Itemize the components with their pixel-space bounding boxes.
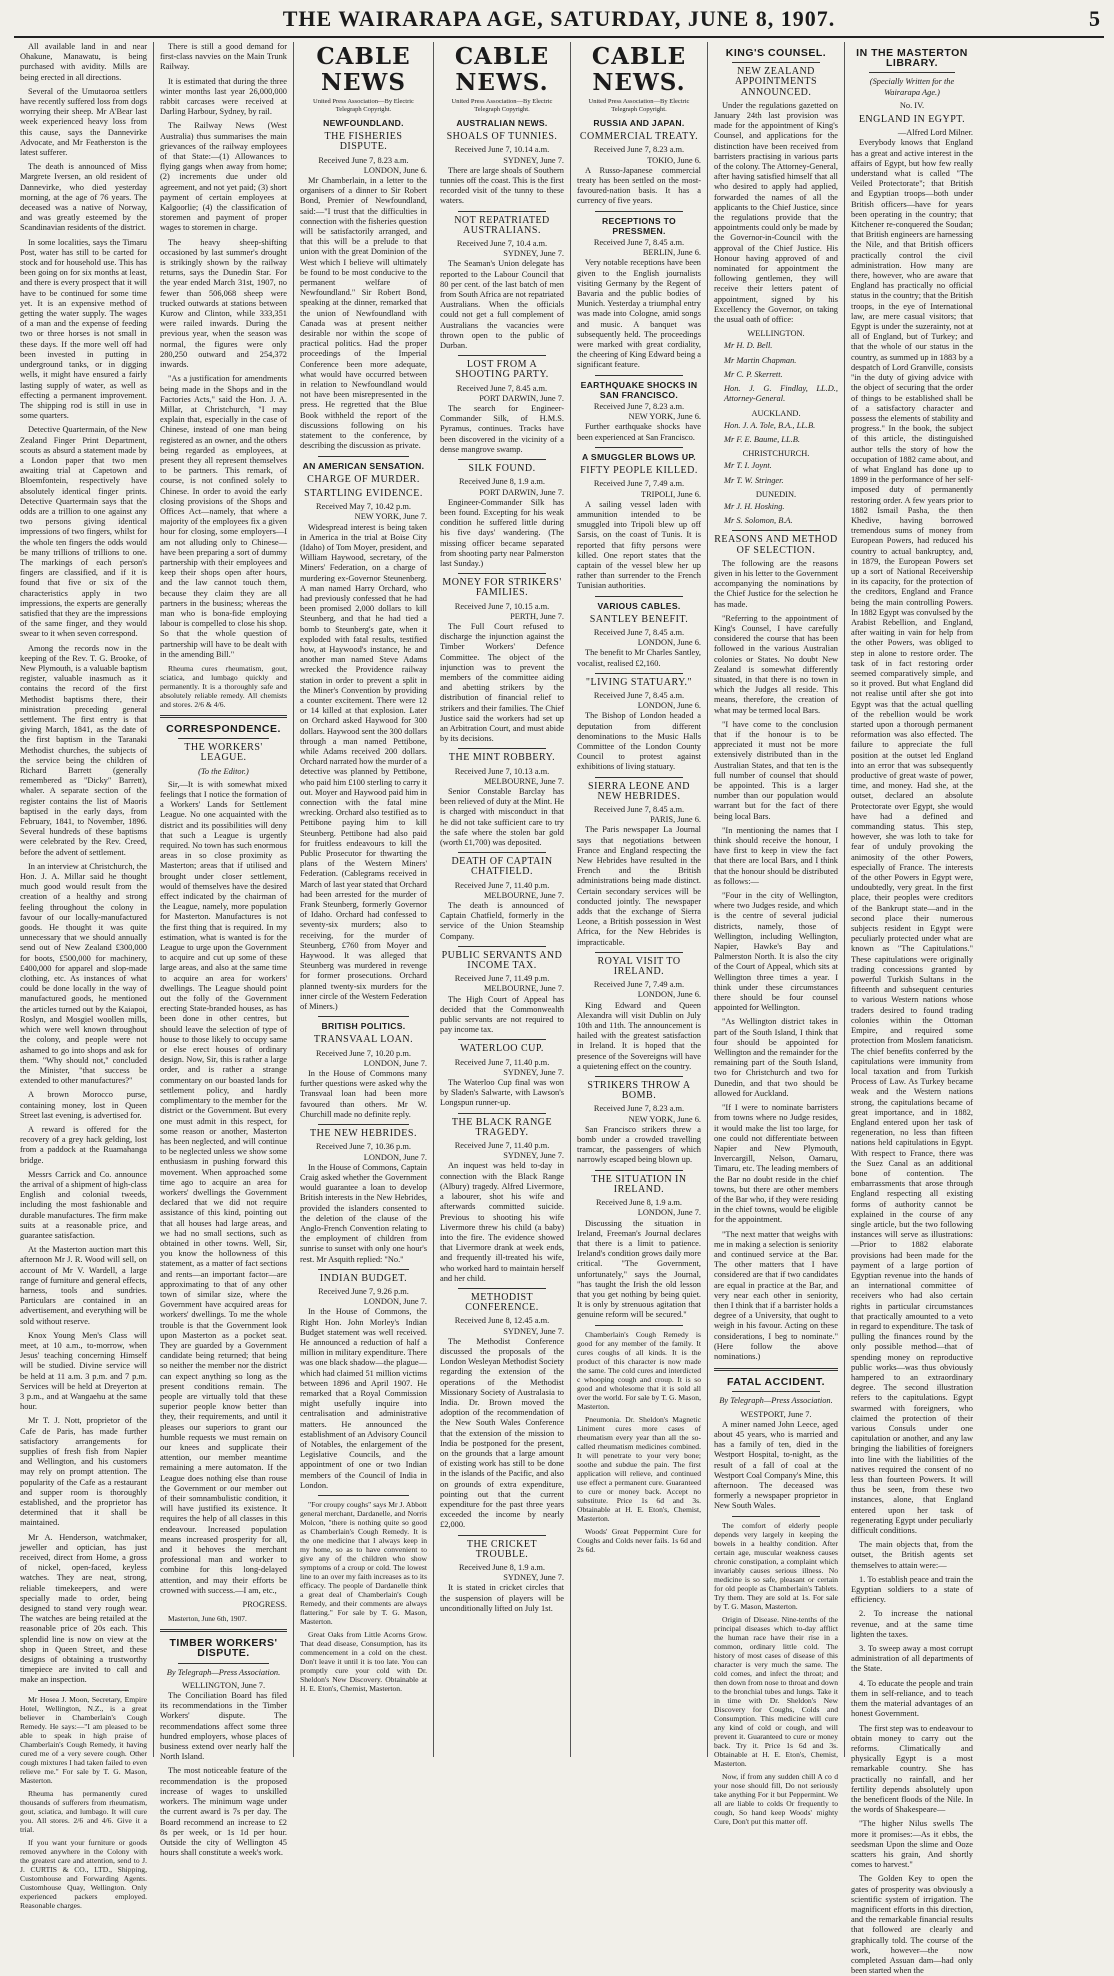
article-paragraph: Everybody knows that England has a great and active interest in the affairs of Egypt, but how few really understand what is called "The Veiled Protectorate"; that British and Egyptian troops—both under British officers—have for years been operating in the country; that Kitchener re-conquered the Soudan; that British engineers are harnessing the Nile, and that British officers practically control the civil administration. How many are there, however, who are aware that England has practically no official status in the country; that the British troops, in the eye of International law, are mere casual visitors; that Egypt is under the suzerainty, not at all of England, but of Turkey; and that the whole of our status in the country, as summed up in 1883 by a despatch of Lord Granville, consists "in the duty of giving advice with the object of securing that the order of things to be established shall be of a satisfactory character and possess the elements of stability and progress." In the book, the subject of this article, the distinguished author tells the story of how the occupation of 1882 came about, and of what England has done up to 1899 in the performance of her self-imposed duty of permanently restoring order. A few years prior to 1882 Ismail Pasha, the then Khedive, having borrowed tremendous sums of money from European Powers, had reduced his country to actual bankruptcy, and, in 1879, the European Powers set up a sort of National Receivership in its capacity, for the protection of the creditors, England and France being the main controlling Powers. In 1882 Egypt was convulsed by the Arabist Rebellion, and England, after waiting in vain for help from the other Powers, was obliged to step in alone to restore order. The task of in fact restoring order seemed comparatively simple, and so it proved. But what England did not realise until after she got into Egypt was that the actual quelling of the rebellion would be work started upon a thorough permanent reformation was also effected. The failure to appreciate the full position at the outset led England into an error that was subsequently productive of great waste of power, time, and money. Had she, at the outset, declared an absolute Protectorate over Egypt, she would have had a defined and commanding status. This step, however, she was loth to take for fear of unduly provoking the animosity of the other Powers, especially of France. The interests of the other Powers in Egypt were, undoubtedly, very great. In the first place, their peoples were creditors of the Bankrupt state—and in the second place their numerous subjects resident in Egypt were peculiarly protected under what are known as "The Capitulations." These capitulations were originally trading concessions granted by powerful Turkish Sultans in the fifteenth and subsequent centuries to various Western nations whose traders desired to found trading colonies within the Ottoman Empire, and required some protection from Moslem fanaticism. The chief benefits conferred by the capitulations were immunity from local taxation and from Turkish Process of Law. As Turkey became weak and the Western nations strong, the capitulations became of great importance, and in 1882, England entered upon her task of regeneration, no less than fifteen nations held capitulations in Egypt. With respect to France, there was the Suez Canal as an additional bone of contention. The embarrassments that arose through England respecting all existing forms of authority cannot be explained in the course of any single article, but the two following instances will serve as illustrations:—Prior to 1882 elaborate provisions had been made for the payment of a large portion of Egyptian revenue into the hands of an international committee of receivers who had also certain rights in particular circumstances that practically amounted to a veto in regard to expenditure. The task of pulling the finances round by the only possible method—that of spending money on reproductive public works—was thus obviously hampered to an extraordinary degree. The second illustration refers to the capitulations. Egypt swarmed with foreigners, who claimed the protection of their various Consuls under one capitulation or another, and any law bringing the liabilities of foreigners into line with the liabilities of the natives required the consent of no less than fourteen Powers. It will thus be seen, from these two instances, alone, that England entered upon her task of regenerating Egypt under peculiarly difficult conditions. <box>851 138 973 1536</box>
news-paragraph: "As a justification for amendments being made in the Shops and in the Factories Acts," said the Hon. J. A. Millar, at Christchurch, "I may explain that, especially in the case of Chinese, instead of one man being registered as an owner, and the others being regarded as employees, at present they all represent themselves to be partners. This remark, of course, is not confined solely to Chinese. In order to avoid the early closing provisions of the Shops and Offices Act—namely, that where a majority of the employees fix a given hour for closing, some employers—I am not alluding only to Chinese—have been preparing a sort of dummy partnership with their employees and keep their shops open after hours, and the law cannot touch them, because they claim they are all partners in the business; whereas the man who is bona-fide employing labour is compelled to close his shop. So that the whole question of partnership will have to be dealt with in the amending Bill." <box>160 374 287 659</box>
section-title: ROYAL VISIT TO IRELAND. <box>597 955 681 978</box>
section-title: SANTLEY BENEFIT. <box>589 613 689 625</box>
section-title: THE MINT ROBBERY. <box>448 752 556 764</box>
dateline: LONDON, June 7. <box>637 1208 701 1218</box>
section-body: The Methodist Conference discussed the proposals of the London Wesleyan Methodist Society regarding the extension of the operations of the Methodist Missionary Society of Australasia to India. Dr. Brown moved the adoption of the recommendation of the New South Wales Conference that the extension of the mission to India be postponed for the present, on the grounds that a large amount of existing work has still to be done in the islands of the Pacific, and also on grounds of extra expenditure, pointing out that the current expenditure for the past three years exceeded the income by nearly £2,000. <box>440 1336 564 1530</box>
news-paragraph: A brown Morocco purse, containing money, lost in Queen Street last evening, is advertised for. <box>20 1090 147 1120</box>
section-title: THE SITUATION IN IRELAND. <box>591 1173 687 1195</box>
reasons-paragraph: "The next matter that weighs with me in making a selection is seniority and continued service at the Bar. The other matters that I have considered are that if two candidates are equal in practice at the Bar, and very near each other in seniority, then I think that if a barrister holds a degree of a University, that ought to weigh in his favour. Acting on these considerations, I beg to nominate." (Here follow the above nominations.) <box>714 1229 838 1361</box>
page-number: 5 <box>1089 6 1100 31</box>
received-time: Received June 7, 8.45 a.m. <box>593 238 685 248</box>
section-title: PUBLIC SERVANTS AND INCOME TAX. <box>441 949 563 972</box>
received-time: Received June 7, 8.45 a.m. <box>593 804 685 814</box>
section-title: COMMERCIAL TREATY. <box>579 131 699 143</box>
section-title: THE NEW HEBRIDES. <box>310 1128 417 1140</box>
appointee-name: Mr T. W. Stringer. <box>724 475 784 485</box>
section-title: METHODIST CONFERENCE. <box>465 1291 539 1314</box>
article-paragraph: 2. To increase the national revenue, and at the same time lighten the taxes. <box>851 1609 973 1639</box>
appointee-name: Hon. J. G. Findlay, LL.D., Attorney-General. <box>724 384 838 404</box>
reasons-paragraph: "Four in the city of Wellington, where two Judges reside, and which is the centre of several judicial districts, namely, those of Wellington, including Wellington, Napier, Hawke's Bay and Palmerston North. It is also the city of the Court of Appeal, which sits at Wellington three times a year. I think under these circumstances there should be four counsel appointed for Wellington. <box>714 891 838 1013</box>
section-body: There are large shoals of Southern tunnies off the coast. This is the first recorded visit of the tunny to these waters. <box>440 165 564 206</box>
section-body: The Paris newspaper La Journal says that negotiations between France and England respecting the New Hebrides have resulted in the French and the British administrations being made distinct. Certain secondary services will be conducted jointly. The newspaper adds that the exchange of Sierra Leone, a British possession in West Africa, for the New Hebrides is impracticable. <box>577 825 701 947</box>
appointment-city: WELLINGTON. <box>747 329 805 339</box>
reasons-paragraph: "I have come to the conclusion that if the honour is to be appreciated it must not be more extensively distributed than in the Australian States, and that ten is the full number of counsel that should be appointed. This is a larger number than our population would warrant but for the fact of there being local Bars. <box>714 719 838 821</box>
section-title: TRANSVAAL LOAN. <box>313 1034 414 1046</box>
section-body: The death is announced of Captain Chatfield, formerly in the service of the Union Steamship Company. <box>440 901 564 941</box>
section-title: THE CRICKET TROUBLE. <box>466 1538 538 1560</box>
section-body: Engineer-Commander Silk has been found. Excepting for his weak condition he suffered little during his five days' wandering. (The missing officer became separated from shooting party near Palmerston last Sunday.) <box>440 497 564 568</box>
news-paragraph: Rheuma cures rheumatism, gout, sciatica, and lumbago quickly and permanently. It is a thoroughly safe and absolutely reliable remedy. All chemists and stores. 2/6 & 4/6. <box>160 663 287 709</box>
section-body: The search for Engineer-Commander Silk, of H.M.S. Pyramus, continues. Tracks have been discovered in the vicinity of a dense mangrove swamp. <box>440 404 564 454</box>
reasons-paragraph: "Referring to the appointment of King's Counsel, I have carefully considered the course that has been followed in the various Australian colonies or States. No doubt New Zealand is somewhat differently situated, in that there is no town in which the Judges all reside. This means, therefore, the creation of what may be termed local Bars. <box>714 613 838 715</box>
news-paragraph: It is estimated that during the three winter months last year 26,000,000 rabbit carcases were received at Darling Harbour, Sydney, by rail. <box>160 76 287 117</box>
received-time: Received June 7, 10.4 a.m. <box>456 239 548 249</box>
appointment-city: AUCKLAND. <box>751 408 801 418</box>
section-heading: A SMUGGLER BLOWS UP. <box>582 451 696 462</box>
dateline: SYDNEY, June 7. <box>503 1573 564 1583</box>
received-time: Received June 7, 11.40 p.m. <box>454 1057 550 1067</box>
column-3 <box>294 42 434 1757</box>
news-paragraph: At the Masterton auction mart this afternoon Mr J. R. Wood will sell, on account of Mr V. Wardell, a large range of furniture and general effects, harness, tools and sundries. Particulars are contained in an advertisement, and everything will be sold without reserve. <box>20 1245 147 1326</box>
newspaper-title: THE WAIRARAPA AGE, SATURDAY, JUNE 8, 1907. <box>282 6 836 31</box>
received-time: Received June 7, 10.36 p.m. <box>316 1142 411 1152</box>
section-body: A sailing vessel laden with ammunition intended to be smuggled into Tripoli blew up off Sarsis, on the coast of Tunis. It is reported that fifty persons were killed. One report states that the captain of the vessel blew her up rather than surrender to the French Tunisian authorities. <box>577 499 701 591</box>
appointee-name: Mr J. H. Hosking. <box>724 501 785 511</box>
dateline: NEW YORK, June 6. <box>628 412 701 422</box>
dateline: LONDON, June 7. <box>363 1152 427 1162</box>
section-body: King Edward and Queen Alexandra will visit Dublin on July 10th and 11th. The announcement is hailed with the greatest satisfaction in Ireland. It is hoped that the presence of the Sovereigns will have a quietening effect on the country. <box>577 1000 701 1071</box>
received-time: Received June 7, 11.40 p.m. <box>454 1141 550 1151</box>
advertisement: Woods' Great Peppermint Cure for Coughs and Colds never fails. 1s 6d and 2s 6d. <box>577 1526 701 1554</box>
section-body: A Russo-Japanese commercial treaty has been settled on the most-favoured-nation basis. It has a currency of five years. <box>577 165 701 206</box>
letter-dateline: Masterton, June 6th, 1907. <box>168 1614 247 1624</box>
dateline: MELBOURNE, June 7. <box>483 776 564 786</box>
received-time: Received June 7, 11.49 p.m. <box>454 974 550 984</box>
dateline: TOKIO, June 6. <box>647 155 701 165</box>
received-time: Received June 7, 10.15 a.m. <box>454 601 550 611</box>
ad-great-oaks: Great Oaks from Little Acorns Grow. That dead disease, Consumption, has its commencement in a cold on the chest. Don't leave it until it is too late. You can promptly cure your cold with Dr. Sheldon's New Discovery. Obtainable at H. E. Eton's, Chemist, Masterton. <box>300 1630 427 1693</box>
dateline: LONDON, June 6. <box>637 990 701 1000</box>
received-time: Received June 7, 8.23 a.m. <box>593 1104 685 1114</box>
section-body: Discussing the situation in Ireland, Freeman's Journal declares that there is a limit to patience. Ireland's condition grows daily more critical. "The Government, unfortunately," says the Journal, "has taught the Irish the old lesson that you get nothing by being quiet. It is only by strenuous agitation that genuine reform will be secured." <box>577 1218 701 1320</box>
received-time: Received June 7, 9.26 p.m. <box>318 1286 409 1296</box>
advertisement: The comfort of elderly people depends very largely in keeping the bowels in a healthy condition. After certain age, muscular weakness causes chronic constipation, a complaint which invariably causes serious illness. No medicine is so safe, pleasant or certain for old people as Chamberlain's Tablets. Try them. They are sold at 1s. For sale by T. G. Mason, Masterton. <box>714 1520 838 1611</box>
dateline: SYDNEY, June 7. <box>503 249 564 259</box>
letter-paragraph: Sir,—It is with somewhat mixed feelings that I notice the formation of a Workers' Lands for Settlement League. No one acquainted with the district and its possibilities will deny that such a League is urgently required. No town has such enormous areas in so close proximity as Masterton; areas that if utilised and brought under closer settlement, would of themselves have the desired effect indicated by the chairman of the League, namely, more population for Masterton. Manufactures is not the first thing that is required. In my estimation, what is wanted is for the League to urge upon the Government to acquire and cut up some of these large areas, and also at the same time to acquire an area for workers' dwellings. The League should point out the folly of the Government erecting State-branded houses, as has been done in other centres, but should leave the selection of type of house to those likely to occupy same or else erect houses of ordinary design. Now, Sir, this is rather a large order, and is rather a strange commentary on our boasted lands for settlement policy, and hardly complimentary to the member for the district or the Government. But every one must admit in this respect, for some reason or another, Masterton has been neglected, and will continue to be neglected unless we show some enthusiasm in pushing forward this movement. When approached some time ago to acquire an area for workers' dwellings the Government declared that we did not require assistance of this kind, pointing out that all houses had large areas, and we had no small sections, such as obtained in other towns. Well, Sir, you know the hollowness of this statement, as a matter of fact sections and rents—an important factor—are approximating to that of any other town of similar size, where the Government have acquired areas for workers' dwellings. To me the whole trouble is that the Government look upon Masterton as a pocket seat. They are guarded by a Government candidate being returned; that being so neither the member nor the district can expect anything so long as the present conditions remain. The people are virtually told that these superior people know better than they, their requirements, and until it pleases our superiors to grant our humble requests we must remain on our knees and supplicate their attention, our member meantime remaining a mere automaton. If the League does nothing else than rouse the Government or our member out of their somnambulistic condition, it will have justified its existence. It requires the help of all classes in this endeavour. Increased population means increased prosperity for all, and it behoves the merchant professional man and worker to combine for this long-delayed attention, and may their efforts be crowned with success.—I am, etc., <box>160 779 287 1595</box>
section-title: MONEY FOR STRIKERS' FAMILIES. <box>442 577 562 599</box>
news-paragraph: Knox Young Men's Class will meet, at 10 a.m., to-morrow, when Jesus' teaching concerning Himself will be studied. Divine service will be held at 11 a.m. 3 p.m. and 7 p.m. Services will be held at Dreyerton at 3 p.m., and at Wangaehu at the same hour. <box>20 1330 147 1412</box>
appointee-name: Mr S. Solomon, B.A. <box>724 516 793 526</box>
section-title: INDIAN BUDGET. <box>319 1272 408 1284</box>
appointee-name: Hon. J. A. Tole, B.A., LL.B. <box>724 420 816 430</box>
received-time: Received June 7, 10.13 a.m. <box>454 766 550 776</box>
advertisement: If you want your furniture or goods removed anywhere in the Colony with the greatest care and attention, send to J. J. CURTIS & CO., LTD., Shipping, Customhouse and Forwarding Agents. Customhouse Quay, Wellington. Only experienced packers employed. Reasonable charges. <box>20 1837 147 1910</box>
section-body: The Bishop of London headed a deputation from different denominations to the Music Halls Committee of the London County Council to protest against exhibitions of living statuary. <box>577 711 701 772</box>
dateline: NEW YORK, June 7. <box>354 512 427 522</box>
dateline: LONDON, June 6. <box>637 638 701 648</box>
appointment-city: CHRISTCHURCH. <box>742 449 810 459</box>
article-paragraph: The Golden Key to open the gates of prosperity was obviously a scientific system of irrigation. The magnificent efforts in this direction, and the remarkable financial results that followed are clearly and graphically told. The course of the work, however—the now completed Assuan dam—had only been started when the <box>851 1874 973 1976</box>
news-paragraph: Several of the Umutaoroa settlers have recently suffered loss from dogs worrying their sheep. Mr A'Bear last week experienced heavy loss from this cause, says the Dannevirke Advocate, and Mr Featherston is the latest sufferer. <box>20 86 147 158</box>
dateline: PORT DARWIN, June 7. <box>479 487 564 497</box>
received-time: Received June 7, 8.45 a.m. <box>593 627 685 637</box>
section-heading: AUSTRALIAN NEWS. <box>456 118 548 128</box>
section-heading: NEWFOUNDLAND. <box>323 118 404 128</box>
section-title: "LIVING STATUARY." <box>585 676 693 688</box>
masthead <box>14 6 1104 38</box>
section-heading: VARIOUS CABLES. <box>597 600 681 611</box>
section-body: An inquest was held to-day in connection with the Black Range (Albury) tragedy. Alfred Livermore, a labourer, shot his wife and afterwards committed suicide. Previous to shooting his wife Livermore threw his child (a baby) into the fire. The evidence showed that Livermore drank at week ends, and frequently ill-treated his wife, who worked hard to maintain herself and her child. <box>440 1161 564 1283</box>
reasons-paragraph: "If I were to nominate barristers from towns where no Judge resides, it would make the list too large, for one could not differentiate between Napier and New Plymouth, Invercargill, Nelson, Oamaru, Timaru, etc. The leading members of the Bar no doubt reside in the chief towns, but there are other members of the Bar who, if they were residing in the chief towns, would be eligible for the appointment. <box>714 1103 838 1225</box>
news-paragraph: Messrs Carrick and Co. announce the arrival of a shipment of high-class English and colonial tweeds, including the most fashionable and durable manufactures. The firm make suits at a reasonable price, and guarantee satisfaction. <box>20 1169 147 1240</box>
section-body: The Seaman's Union delegate has reported to the Labour Council that 80 per cent. of the last batch of men from South Africa are not repatriated Australians. When the officials could not get a full complement of Australians the vacancies were thrown open to the public of Durban. <box>440 259 564 351</box>
timber-credit: By Telegraph—Press Association. <box>166 1667 281 1677</box>
section-body: Mr Chamberlain, in a letter to the organisers of a dinner to Sir Robert Bond, Premier of Newfoundland, said:—"I trust that the difficulties in connection with the fisheries question will be satisfactorily arranged, and that this will be a prelude to that union with the great Dominion of the West which I believe will ultimately be found to be most conducive to the permanent welfare of Newfoundland." Sir Robert Bond, speaking at the dinner, remarked that the union of Newfoundland with Canada was at present neither desirable nor within the scope of practical politics. Had the proper proceedings of the Imperial Conference been more adequate, what would have occurred between in relation to Newfoundland would not have been misrepresented in the press. He regretted that the Blue Book withheld the report of the discussions following on his statement to the conference, by describing the discussion as private. <box>300 176 427 451</box>
library-number: No. IV. <box>899 100 925 110</box>
column-4 <box>434 42 571 1757</box>
appointee-name: Mr Martin Chapman. <box>724 355 797 365</box>
section-heading: EARTHQUAKE SHOCKS IN SAN FRANCISCO. <box>580 379 698 400</box>
reasons-paragraph: "As Wellington district takes in part of the South Island, I think that four should be appointed for Wellington and the remainder for the remaining part of the South Island, two for Christchurch and two for Dunedin, and that two should be allowed for Auckland. <box>714 1017 838 1098</box>
cable-news-banner: CABLE NEWS <box>316 43 411 96</box>
received-time: Received June 7, 10.14 a.m. <box>454 145 550 155</box>
section-body: The High Court of Appeal has decided that the Commonwealth public servants are not required to pay income tax. <box>440 994 564 1035</box>
section-title: LOST FROM A SHOOTING PARTY. <box>455 359 549 381</box>
ad-croupy-coughs: "For croupy coughs" says Mr J. Abbott general merchant, Dardanelle, and Norris Molcon, "there is nothing quite so good as Chamberlain's Cough Remedy. It is the one medicine that I always keep in my home, so as to have convenient to give any of the children who show symptoms of a croup or cold. The lowest line to an over my faith increases as to its efficacy. The people of Dardanelle think a great deal of Chamberlain's Cough Remedy, and their comments are always flattering." For sale by T. G. Mason, Masterton. <box>300 1500 427 1626</box>
article-paragraph: The main objects that, from the outset, the British agents set themselves to attain were:— <box>851 1540 973 1570</box>
news-paragraph: The heavy sheep-shifting occasioned by last summer's drought is strikingly shown by the railway returns, says the Dunedin Star. For the year ended March 31st, 1907, no fewer than 506,068 sheep were trucked outwards at stations between Kurow and Clinton, while 333,351 were railed inwards. During the previous year, when the season was normal, the figures were only 280,250 outward and 254,372 inwards. <box>160 237 287 370</box>
dateline: PORT DARWIN, June 7. <box>479 393 564 403</box>
advertisement: Rheuma has permanently cured thousands of sufferers from rheumatism, gout, sciatica, and lumbago. It will cure you. All stores. 2/6 and 4/6. Give it a trial. <box>20 1788 147 1834</box>
news-paragraph: All available land in and near Ohakune, Manawatu, is being purchased with avidity. Mills are being erected in all directions. <box>20 42 147 82</box>
correspondence-heading: CORRESPONDENCE. <box>166 722 281 735</box>
dateline: LONDON, June 6. <box>637 701 701 711</box>
dateline: LONDON, June 7. <box>363 1297 427 1307</box>
fatal-credit: By Telegraph—Press Association. <box>719 1396 833 1406</box>
library-title: ENGLAND IN EGYPT. <box>858 114 966 126</box>
dateline: PERTH, June 7. <box>510 611 564 621</box>
section-title: FIFTY PEOPLE KILLED. <box>580 465 698 477</box>
section-heading: BRITISH POLITICS. <box>321 1021 406 1032</box>
section-body: It is stated in cricket circles that the suspension of players will be unconditionally lifted on July 1st. <box>440 1583 564 1613</box>
section-subtitle: STARTLING EVIDENCE. <box>304 487 423 499</box>
correspondence-title: THE WORKERS' LEAGUE. <box>184 742 263 764</box>
reasons-paragraph: "In mentioning the names that I think should receive the honour, I have first to keep in view the fact that there are local Bars, and I think that the honour should be distributed as follows:— <box>714 825 838 886</box>
dateline: TRIPOLI, June 6. <box>640 489 701 499</box>
appointee-name: Mr H. D. Bell. <box>724 341 773 351</box>
received-time: Received June 8, 1.9 a.m. <box>458 1563 546 1572</box>
received-time: Received June 7, 8.23 a.m. <box>593 145 685 155</box>
received-time: Received June 7, 7.49 a.m. <box>593 479 685 489</box>
news-paragraph: In some localities, says the Timaru Post, water has still to be carted for stock and for household use. This has been going on for six months at least, and there is every prospect that it will have to be continued for some time yet. It is an expensive method of getting the water supply. The wages of a man and the expense of feeding two or three horses is not small in these days. If the more well off had been invested in putting in underground tanks, or in digging wells, it might have ensured a fairly lasting supply of water, as well as effecting a permanent improvement. The shipping rod is still in use in some quarters. <box>20 237 147 421</box>
section-body: In the House of Commons, the Right Hon. John Morley's Indian Budget statement was well received. He announced a reduction of half a million in military expenditure. There was one black shadow—the plague—which had claimed 51 million victims between 1896 and April 1907. He remarked that a Royal Commission might usefully inquire into centralisation and administrative matters. He announced the establishment of an Advisory Council of Notables, the enlargement of the Legislative Councils, and the appointment of one or two Indian members of the Council of India in London. <box>300 1307 427 1490</box>
dateline: BERLIN, June 6. <box>642 248 701 258</box>
library-author: —Alfred Lord Milner. <box>897 128 973 138</box>
section-title: THE FISHERIES DISPUTE. <box>324 131 403 153</box>
kings-counsel-intro: Under the regulations gazetted on January 24th last provision was made for the appointment of King's Counsel, and applications for the distinction have been received from barristers practising in various parts of the colony. The Attorney-General, after having satisfied himself that all who desired to apply had applied, forwarded the names of all the applicants to the Chief Justice, since the regulations provide that the appointments could only be made by the Governor-in-Council with the approval of the Chief Justice. His Honour having approved of and nominated for appointment the following gentlemen, they will receive their letters patent of appointment, signed by his Excellency the Governor, on taking the usual oath of office: <box>714 100 838 325</box>
news-paragraph: The death is announced of Miss Margrete Iversen, an old resident of Dannevirke, who died yesterday morning, at the age of 76 years. The deceased was a native of Norway, and was greatly esteemed by the Scandinavian residents of the district. <box>20 162 147 233</box>
received-time: Received June 8, 1.9 a.m. <box>595 1198 683 1208</box>
column-5 <box>571 42 708 1757</box>
kings-counsel-title: NEW ZEALAND APPOINTMENTS ANNOUNCED. <box>734 66 818 98</box>
advertisement: Origin of Disease. Nine-tenths of the principal diseases which to-day afflict the human race have their rise in a common, ordinary little cold. The history of most cases of disease of this character is very much the same. The cold comes, and infect the throat; and then down from nose to throat and down to the bronchial tubes and lungs. Take it in time with Dr. Sheldon's New Discovery for Coughs, Colds and Consumption. This medicine will cure any kind of cold or cough, and will prevent it. Guaranteed to cure or money back. Try it. Price 1s 6d and 3s. Obtainable at H. E. Eton's, Chemist, Masterton. <box>714 1614 838 1768</box>
timber-heading: TIMBER WORKERS' DISPUTE. <box>169 1637 278 1660</box>
timber-paragraph: The Conciliation Board has filed its recommendations in the Timber Workers' dispute. The recommendations affect some three hundred employers, whose places of business extend over nearly half the North Island. <box>160 1691 287 1762</box>
section-body: The Full Court refused to discharge the injunction against the Timber Workers' Defence Committee. The object of the injunction was to prevent the members of the committee aiding and abetting strikers by the distribution of financial relief to strikers and their families. The Chief Justice said the workers had set up an Arbitration Court, and must abide by its decisions. <box>440 621 564 744</box>
received-time: Received June 7, 8.45 a.m. <box>456 383 548 393</box>
fatal-dateline: WESTPORT, June 7. <box>740 1409 812 1419</box>
received-time: Received June 7, 11.40 p.m. <box>454 880 550 890</box>
section-title: SILK FOUND. <box>468 463 536 475</box>
dateline: PARIS, June 6. <box>650 815 701 825</box>
section-body: Widespread interest is being taken in America in the trial at Boise City (Idaho) of Tom Moyer, president, and William Haywood, secretary, of the Miners' Federation, on a charge of murdering ex-Governor Steunenberg. A man named Harry Orchard, who had previously confessed that he had been promised 2,000 dollars to kill Steunberg, and that he had tied a bomb to Steunberg's gate, when it exploded with fatal results, testified how, at Haywood's instance, he and another man named Steve Adams wrecked the Providence railway station in order to prevent a split in the Miner's Convention by providing a counter excitement. There were 12 or 14 killed at that explosion. Later on Orchard asked Haywood for 300 dollars. Haywood sent the 300 dollars through a man named Pettibone, while Adams received 200 dollars. Orchard narrated how the murder of a detective was planned by Pettibone, who paid him £100 sterling to carry it out. Moyer and Haywood paid him in connection with the fatal mine wrecking. Orchard also testified as to Pettibone paying him to kill Steunberg. Pettibone had also paid for fruitless endeavours to kill the Public Prosecutor for thwarting the plans of the Western Miners' Federation. (Cablegrams received in March of last year stated that Orchard had been arrested for the murder of Frank Steunberg, formerly Governor of Idaho. Orchard had confessed to seventy-six murders; also to receiving, for the murder of Steunberg, £760 from Moyer and Haywood. It was alleged that Steunberg was murdered in revenge for former prosecutions. Orchard planned twenty-six murders for the inner circle of the Western Federation of Miners.) <box>300 522 427 1012</box>
cable-credit: United Press Association—By Electric Telegraph Copyright. <box>451 98 553 113</box>
dateline: LONDON, June 6. <box>363 165 427 175</box>
received-time: Received June 8, 1.9 a.m. <box>458 477 546 487</box>
section-heading: AN AMERICAN SENSATION. <box>302 460 425 471</box>
timber-dateline: WELLINGTON, June 7. <box>181 1680 266 1690</box>
letter-signature: PROGRESS. <box>242 1600 287 1610</box>
news-paragraph: In an interview at Christchurch, the Hon. J. A. Millar said he thought much good would result from the creation of a healthy and strong feeling throughout the colony in favour of our locally-manufactured goods. He thought it was quite unnecessary that we should annually send out of New Zealand £300,000 for boots, £500,000 for machinery, £400,000 for apparel and slop-made clothing, etc. As instances of what could be done locally in the way of manufactured goods, he mentioned the articles turned out by the Kaiapoi, Roslyn, and Mosgiel woollen mills, which were well known throughout the colony, and people were not ashamed to go into shops and ask for them. "Why should not," concluded the Minister, "that success be extended to other manufactures?" <box>20 861 147 1086</box>
news-paragraph: There is still a good demand for first-class navvies on the Main Trunk Railway. <box>160 42 287 72</box>
received-time: Received June 7, 8.23 a.m. <box>318 155 409 165</box>
fatal-accident-heading: FATAL ACCIDENT. <box>726 1376 826 1389</box>
article-paragraph: 1. To establish peace and train the Egyptian soldiers to a state of efficiency. <box>851 1574 973 1605</box>
cable-news-banner: CABLE NEWS. <box>591 43 687 96</box>
section-title: NOT REPATRIATED AUSTRALIANS. <box>454 214 550 236</box>
received-time: Received June 7, 7.49 a.m. <box>593 980 685 990</box>
section-heading: RUSSIA AND JAPAN. <box>593 118 685 128</box>
news-paragraph: Mr T. J. Nott, proprietor of the Cafe de Paris, has made further satisfactory arrangements for supplies of fresh fish from Napier and Wellington, and his customers may rely on prompt attention. The popularity of the Cafe as a restaurant and supper room is thoroughly established, and the proprietor has determined that it shall be maintained. <box>20 1416 147 1528</box>
section-title: DEATH OF CAPTAIN CHATFIELD. <box>451 856 553 878</box>
dateline: SYDNEY, June 7. <box>503 1326 564 1336</box>
section-title: STRIKERS THROW A BOMB. <box>587 1080 691 1102</box>
reasons-paragraph: The following are the reasons given in his letter to the Government accompanying the nominations by the Chief Justice for the selection he has made. <box>714 558 838 609</box>
section-body: In the House of Commons, Captain Craig asked whether the Government would guarantee a loan to develop British interests in the New Hebrides, provided the islanders consented to the deletion of the clause of the Anglo-French Convention relating to the employment of children from sunrise to sunset with only one hour's rest. Mr Asquith replied: "No." <box>300 1162 427 1264</box>
news-paragraph: The Railway News (West Australia) thus summarises the main grievances of the railway employees of that State:—(1) Allowances to flying gangs when away from home; (2) increments due under old agreement, and not yet paid; (3) short payment of certain employees at Kalgoorlie; (4) the classification of storemen and payment of proper wages to storemen in charge. <box>160 121 287 233</box>
section-body: Further earthquake shocks have been experienced at San Francisco. <box>577 422 701 442</box>
article-paragraph: The first step was to endeavour to obtain money to carry out the reforms. Climatically and physically Egypt is a most remarkable country. She has practically no rainfall, and her fertility depends absolutely upon the beneficent floods of the Nile. In the words of Shakespeare— <box>851 1723 973 1815</box>
cable-credit: United Press Association—By Electric Telegraph Copyright. <box>313 98 414 113</box>
advertisement: Chamberlain's Cough Remedy is good for any member of the family. It cures coughs of all kinds. It is the product of this character is now made the same. The cold cures and interdicted c whooping cough and croup. It is so good and wholesome that it is sold all over the world. For sale by T. G. Mason, Masterton. <box>577 1329 701 1411</box>
received-time: Received June 7, 8.23 a.m. <box>593 402 685 412</box>
advertisement: Mr Hosea J. Moon, Secretary, Empire Hotel, Wellington, N.Z., is a great believer in Chamberlain's Cough Remedy. He says:—"I am pleased to be able to speak in high praise of Chamberlain's Cough Remedy, it having cured me of a very severe cough. Other cough mixtures I had taken failed to even relieve me." For sale by T. G. Mason, Masterton. <box>20 1694 147 1785</box>
fatal-body: A miner named John Leece, aged about 45 years, who is married and has a family of ten, died in the Westport Hospital, to-night, as the result of a fall of coal at the Westport Coal Company's Mine, this afternoon. The deceased was formerly a newspaper proprietor in New South Wales. <box>714 1419 838 1511</box>
article-paragraph: 4. To educate the people and train them in self-reliance, and to teach them the material advantages of an honest Government. <box>851 1678 973 1719</box>
column-2 <box>154 42 294 1858</box>
received-time: Received June 7, 8.45 a.m. <box>593 690 685 700</box>
dateline: SYDNEY, June 7. <box>503 1067 564 1077</box>
section-body: The benefit to Mr Charles Santley, vocalist, realised £2,160. <box>577 648 701 668</box>
library-heading: IN THE MASTERTON LIBRARY. <box>856 47 968 70</box>
reasons-title: REASONS AND METHOD OF SELECTION. <box>714 534 838 556</box>
appointee-name: Mr C. P. Skerrett. <box>724 369 783 379</box>
advertisement: Pneumonia. Dr. Sheldon's Magnetic Liniment cures more cases of rheumatism every year than all the so-called rheumatism medicines combined. It will penetrate to your very bone; soothe and subdue the pain. The first application will relieve, and continued use effect a permanent cure. Guaranteed to cure or money back. Accept no substitute. Price 1s 6d and 3s. Obtainable at H. E. Eton's, Chemist, Masterton. <box>577 1414 701 1523</box>
received-time: Received June 7, 10.20 p.m. <box>316 1048 411 1058</box>
section-body: Senior Constable Barclay has been relieved of duty at the Mint. He is charged with misconduct in that he did not take sufficient care to try the safe where the stolen bar gold (worth £1,700) was deposited. <box>440 786 564 847</box>
section-heading: RECEPTIONS TO PRESSMEN. <box>602 215 676 236</box>
section-body: Very notable receptions have been given to the English journalists visiting Germany by the Regent of Bavaria and the public bodies of Munich. Yesterday a triumphal entry was made into Cologne, amid songs and music. A banquet was subsequently held. The proceedings were marked with great cordiality, the cheering of King Edward being a significant feature. <box>577 258 701 370</box>
dateline: MELBOURNE, June 7. <box>483 890 564 900</box>
received-time: Received May 7, 10.42 p.m. <box>316 502 411 512</box>
news-paragraph: Detective Quartermain, of the New Zealand Finger Print Department, scouts as absurd a statement made by a London paper that two men awaiting trial at Capetown and Bloemfontein, respectively have absolutely identical finger prints. Detective Quartermain says that the odds are a trillion to one against any two persons giving identical impressions of two fingers, whilst for the whole ten fingers the odds would be many trillions of trillions to one. The markings of each person's fingers are classified, and if it is found that five or six of the characteristics apply in two impressions, the experts are generally satisfied that they are the impressions of the same finger, and they would swear to it when seven correspond. <box>20 425 147 639</box>
dateline: SYDNEY, June 7. <box>503 155 564 165</box>
kings-counsel-heading: KING'S COUNSEL. <box>725 47 827 59</box>
section-title: SHOALS OF TUNNIES. <box>446 131 558 143</box>
section-title: SIERRA LEONE AND NEW HEBRIDES. <box>588 780 690 802</box>
to-editor: (To the Editor.) <box>198 766 249 776</box>
section-body: In the House of Commons many further questions were asked why the Transvaal loan had been more favoured than others. Mr W. Churchill made no definite reply. <box>300 1069 427 1119</box>
news-paragraph: Among the records now in the keeping of the Rev. T. G. Brooke, of New Plymouth, is a valuable baptism register, valuable inasmuch as it contains the record of the first Methodist baptisms there, their ministration preceding general settlement. The first entry is that giving March, 1841, as the date of the first baptism in the Taranaki Methodist churches, the subjects of the service being the children of Richard Barrett (generally remembered as "Dicky" Barrett), whaler. A separate section of the register contains the list of Maoris baptised in the early days, from February, 1841, to November, 1896. Several hundreds of these baptisms were celebrated by the Rev. Creed, before the advent of settlement. <box>20 643 147 857</box>
received-time: Received June 8, 12.45 a.m. <box>454 1316 550 1326</box>
section-title: WATERLOO CUP. <box>460 1043 544 1055</box>
appointee-name: Mr T. I. Joynt. <box>724 461 772 471</box>
news-paragraph: A reward is offered for the recovery of a grey hack gelding, lost from a paddock at the Ruamahanga bridge. <box>20 1124 147 1165</box>
timber-paragraph: The most noticeable feature of the recommendation is the proposed increase of wages to unskilled workers. The minimum wage under the current award is 7s per day. The Board recommend an increase to £2 8s per week, or 1s 1d per hour. Outside the city of Wellington 45 hours shall constitute a week's work. <box>160 1766 287 1858</box>
news-paragraph: Mr A. Henderson, watchmaker, jeweller and optician, has just received, direct from Home, a gross of nickel, open-faced, keyless watches. They are neat, strong, reliable timekeepers, and were specially made to order, being designed to stand very rough wear. The watches are being retailed at the reasonable price of 20s each. This splendid line is now on view at the shop in Queen Street, and these designs of obtaining a trustworthy timepiece are invited to call and make an inspection. <box>20 1532 147 1685</box>
dateline: MELBOURNE, June 7. <box>483 984 564 994</box>
section-title: THE BLACK RANGE TRAGEDY. <box>451 1116 553 1138</box>
library-subheading: (Specially Written for the Wairarapa Age.) <box>869 77 955 97</box>
advertisement: Now, if from any sudden chill A co d your nose should fill, Do not seriously take anything For it but Peppermint. We all are liable to colds Or frequently to cough, So hand keep Woods' mighty Cure, Don't put this matter off. <box>714 1771 838 1826</box>
appointment-city: DUNEDIN. <box>755 489 797 499</box>
appointee-name: Mr F. E. Baume, LL.B. <box>724 434 800 444</box>
section-body: San Francisco strikers threw a bomb under a crowded travelling tramcar, the passengers of which narrowly escaped being blown up. <box>577 1124 701 1165</box>
column-6 <box>708 42 845 1826</box>
article-paragraph: 3. To sweep away a most corrupt administration of all departments of the State. <box>851 1644 973 1674</box>
article-paragraph: "The higher Nilus swells The more it promises:—As it ebbs, the seedsman Upon the slime and Ooze scatters his grain, And shortly comes to harvest." <box>851 1819 973 1870</box>
cable-news-banner: CABLE NEWS. <box>454 43 550 96</box>
dateline: NEW YORK, June 6. <box>628 1114 701 1124</box>
section-title: CHARGE OF MURDER. <box>307 473 420 485</box>
section-body: The Waterloo Cup final was won by Sladen's Salwarte, with Lawson's Longspun runner-up. <box>440 1078 564 1108</box>
column-1 <box>14 42 154 1910</box>
column-7 <box>845 42 979 1976</box>
cable-credit: United Press Association—By Electric Telegraph Copyright. <box>588 98 690 113</box>
dateline: LONDON, June 7. <box>363 1058 427 1068</box>
dateline: SYDNEY, June 7. <box>503 1151 564 1161</box>
